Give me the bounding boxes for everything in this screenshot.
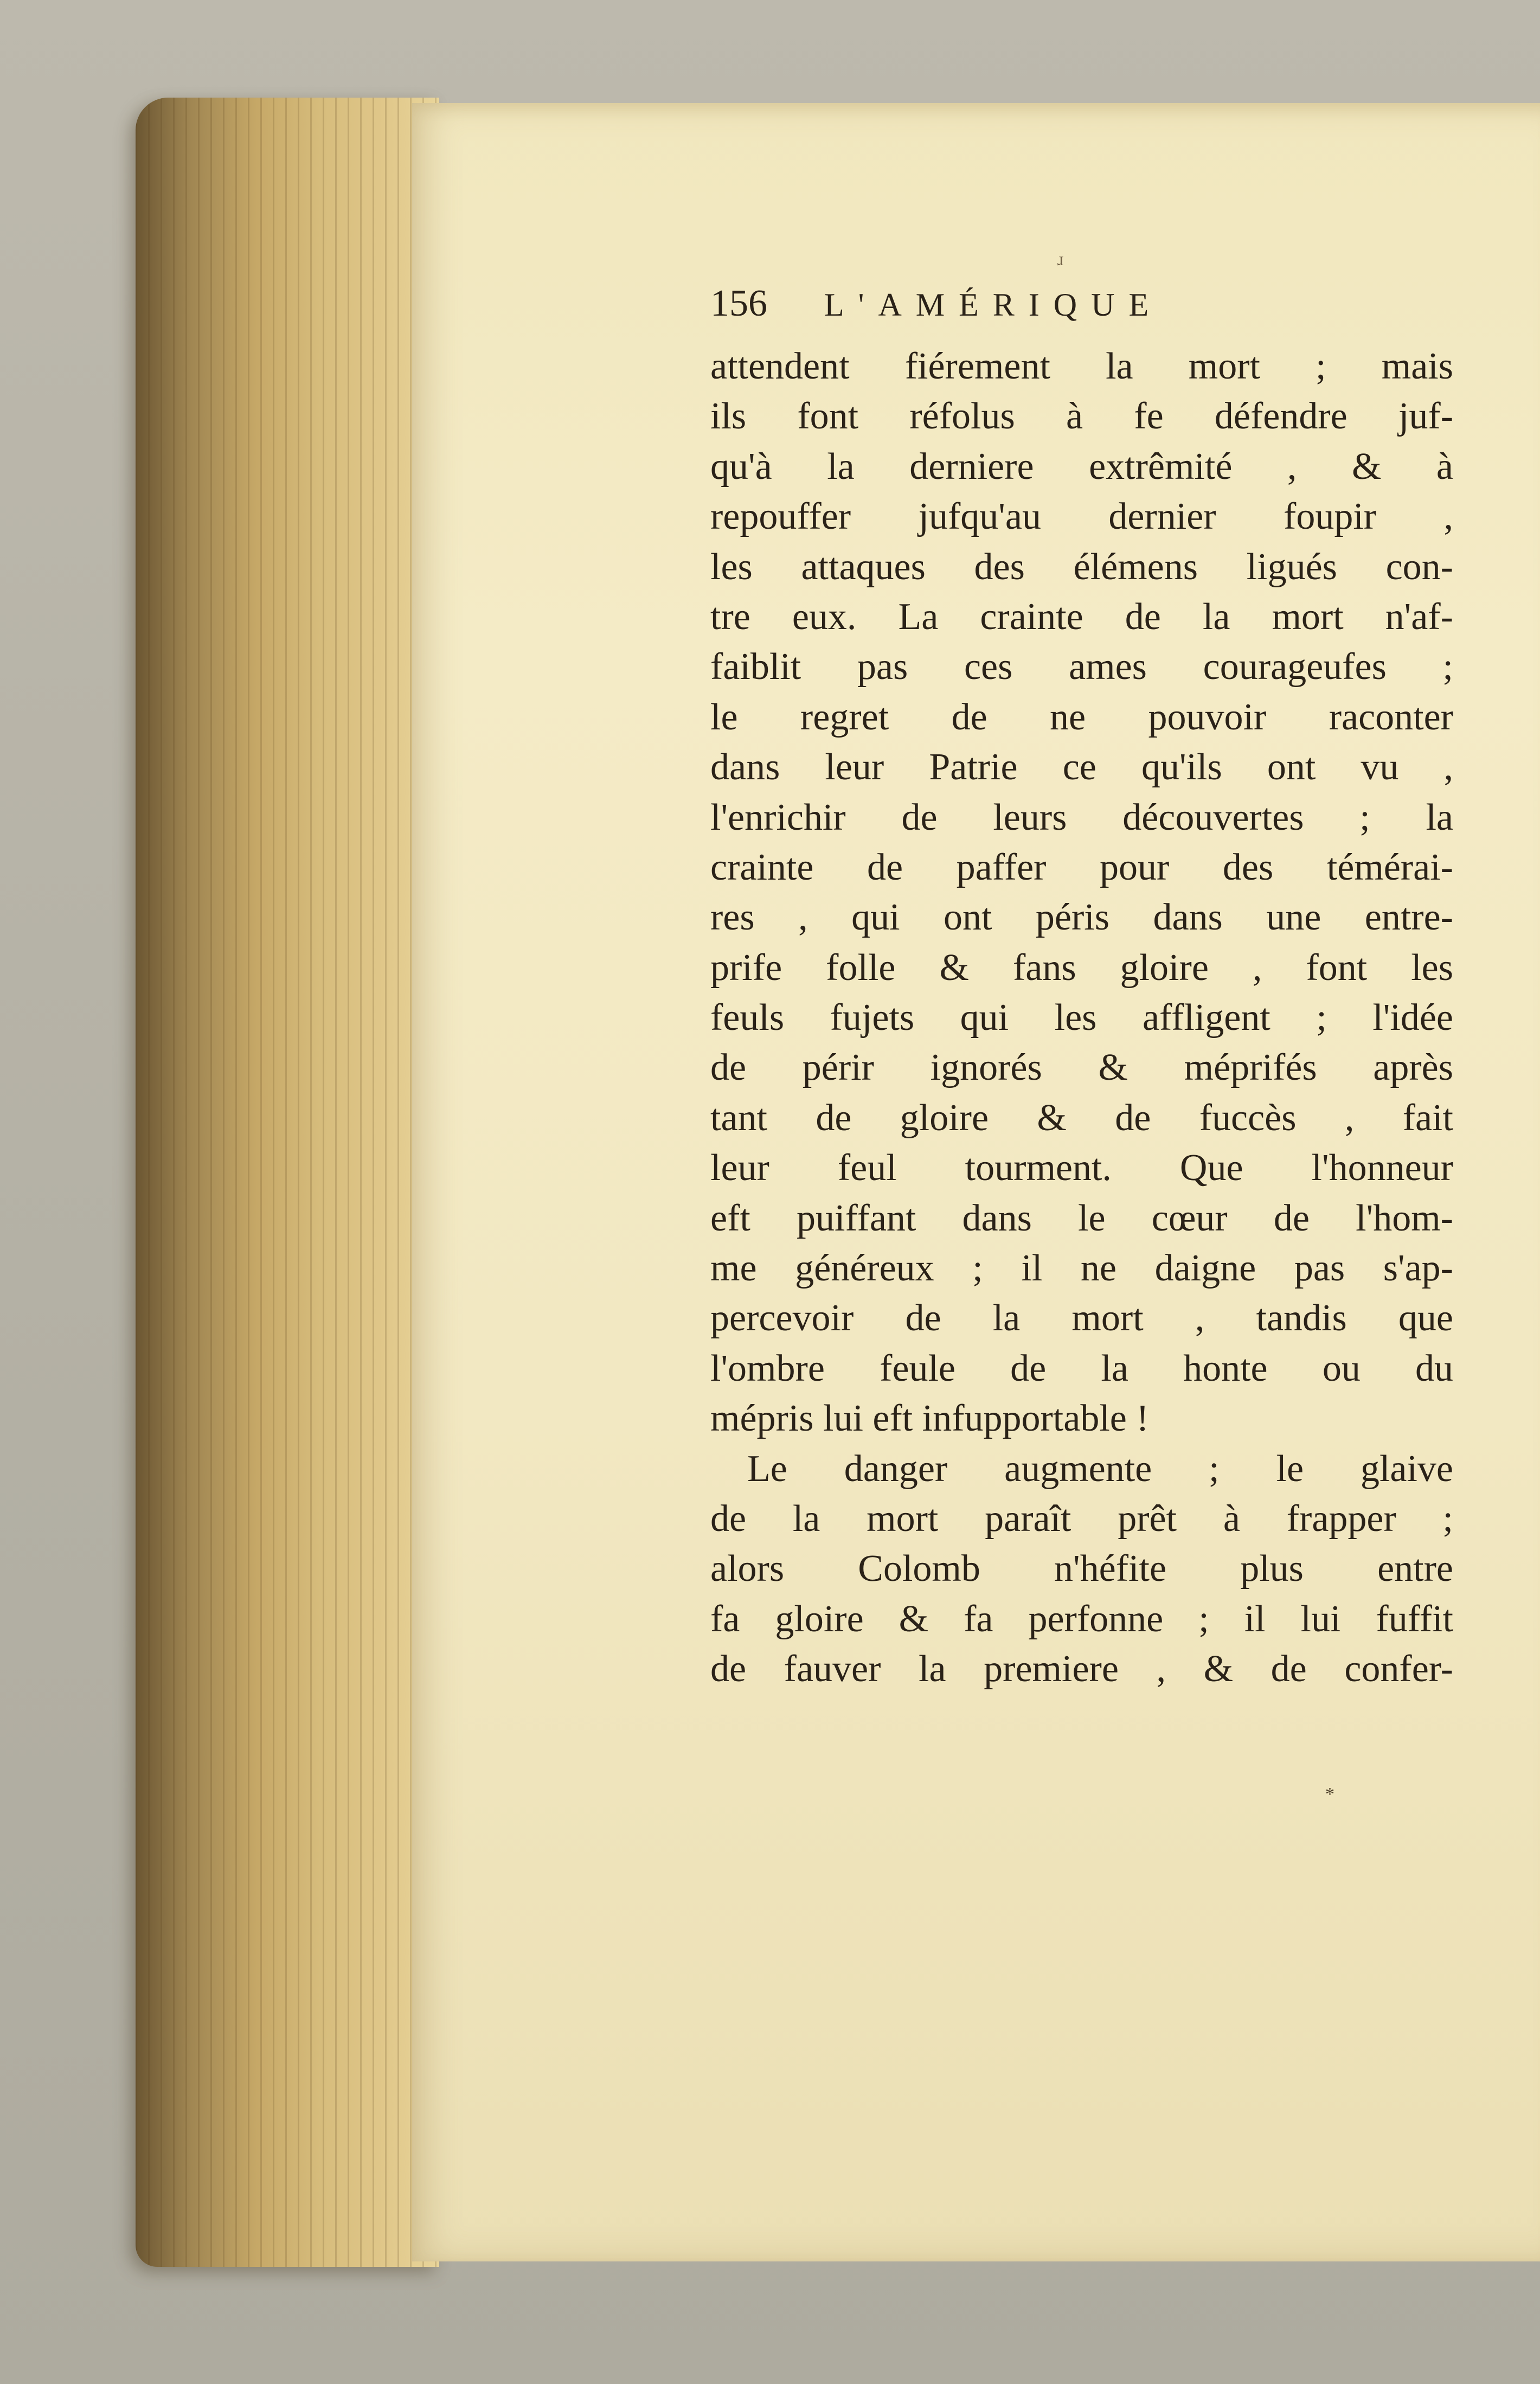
text-line: feuls fujets qui les affligent ; l'idée: [710, 997, 1453, 1039]
text-line: repouffer jufqu'au dernier foupir ,: [710, 496, 1453, 538]
text-line: de la mort paraît prêt à frapper ;: [710, 1497, 1453, 1540]
text-line: de fauver la premiere , & de confer-: [710, 1648, 1453, 1690]
text-line: Le danger augmente ; le glaive: [747, 1447, 1453, 1490]
text-line: faiblit pas ces ames courageufes ;: [710, 646, 1453, 688]
text-line: dans leur Patrie ce qu'ils ont vu ,: [710, 746, 1453, 789]
text-line: percevoir de la mort , tandis que: [710, 1297, 1453, 1340]
page-edges: [136, 98, 439, 2267]
text-line: prife folle & fans gloire , font les: [710, 946, 1453, 989]
signature-mark: *: [1325, 1784, 1334, 1804]
running-title: L'AMÉRIQUE: [824, 287, 1163, 323]
text-line: ils font réfolus à fe défendre juf-: [710, 395, 1453, 438]
text-line: alors Colomb n'héfite plus entre: [710, 1548, 1453, 1590]
text-line: attendent fiérement la mort ; mais: [710, 345, 1453, 387]
text-line: de périr ignorés & méprifés après: [710, 1047, 1453, 1089]
top-mark: ɹ: [1057, 249, 1064, 270]
text-line: les attaques des élémens ligués con-: [710, 546, 1453, 588]
running-head: [710, 282, 1453, 342]
page-text: [710, 282, 1453, 1695]
text-line: eft puiffant dans le cœur de l'hom-: [710, 1197, 1453, 1239]
text-line: mépris lui eft infupportable !: [710, 1398, 1149, 1440]
text-line: l'ombre feule de la honte ou du: [710, 1347, 1453, 1389]
text-line: leur feul tourment. Que l'honneur: [710, 1147, 1453, 1189]
text-line: le regret de ne pouvoir raconter: [710, 696, 1453, 738]
text-line: res , qui ont péris dans une entre-: [710, 896, 1453, 939]
text-line: tant de gloire & de fuccès , fait: [710, 1097, 1453, 1139]
text-line: me généreux ; il ne daigne pas s'ap-: [710, 1247, 1453, 1290]
text-line: qu'à la derniere extrêmité , & à: [710, 445, 1453, 488]
text-line: fa gloire & fa perfonne ; il lui fuffit: [710, 1598, 1453, 1640]
page-number: 156: [710, 283, 767, 324]
text-line: l'enrichir de leurs découvertes ; la: [710, 796, 1453, 838]
text-line: tre eux. La crainte de la mort n'af-: [710, 595, 1453, 638]
text-line: crainte de paffer pour des témérai-: [710, 846, 1453, 888]
